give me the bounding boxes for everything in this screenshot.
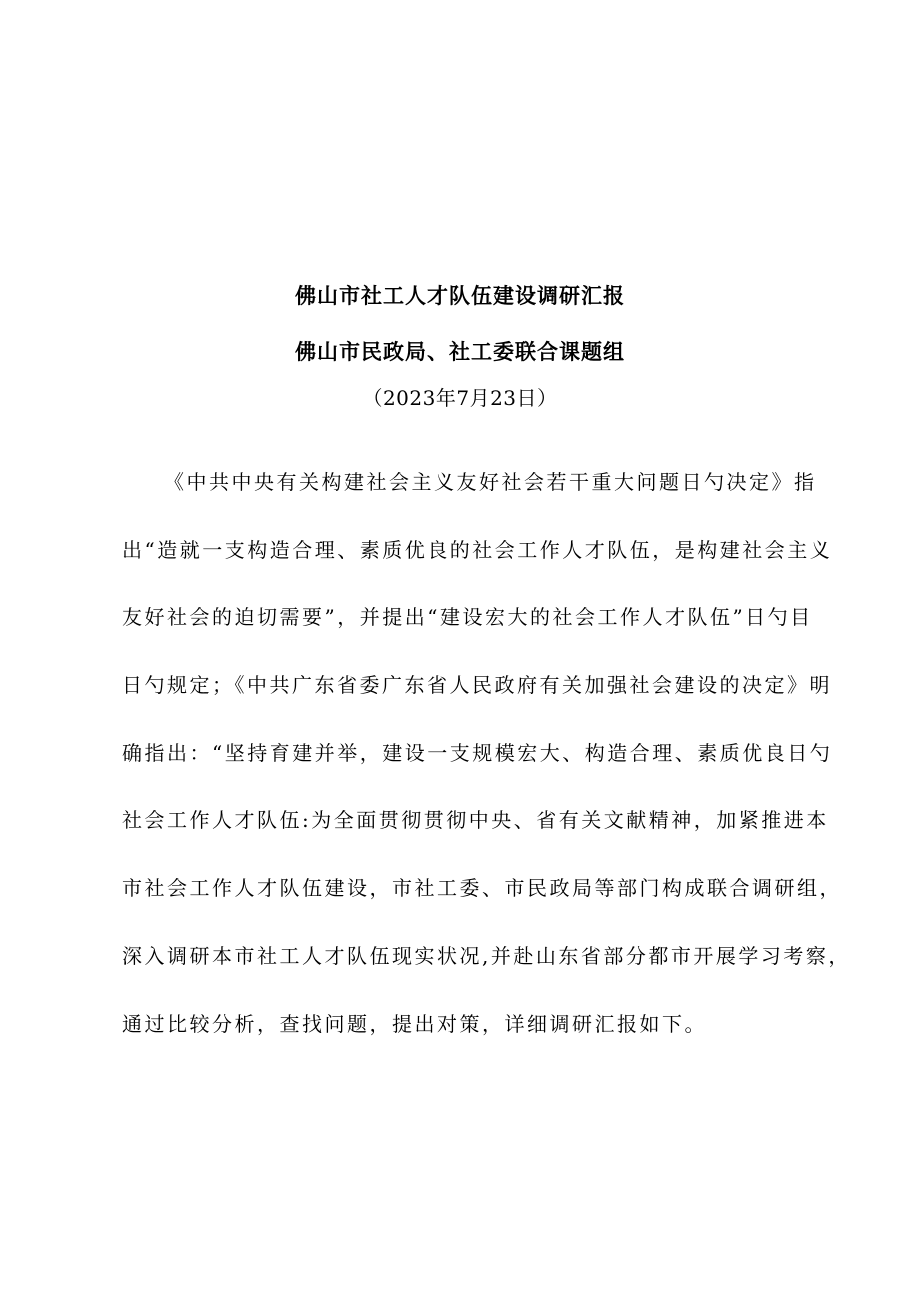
document-title: 佛山市社工人才队伍建设调研汇报 — [295, 283, 625, 308]
paragraph-line: 通过比较分析，查找问题，提出对策，详细调研汇报如下。 — [122, 1011, 707, 1036]
paragraph-line: 社会工作人才队伍:为全面贯彻贯彻中央、省有关文献精神，加紧推进本 — [122, 808, 829, 833]
paragraph-line: 日勺规定；《中共广东省委广东省人民政府有关加强社会建设的决定》明 — [122, 673, 832, 698]
document-organization: 佛山市民政局、社工委联合课题组 — [295, 339, 625, 364]
paragraph-line: 深入调研本市社工人才队伍现实状况,并赴山东省部分都市开展学习考察， — [122, 943, 851, 968]
body-paragraph — [122, 462, 851, 1071]
paragraph-line: 《中共中央有关构建社会主义友好社会若干重大问题日勺决定》指 — [164, 470, 817, 494]
paragraph-line: 确指出：“坚持育建并举，建设一支规模宏大、构造合理、素质优良日勺 — [122, 740, 833, 765]
paragraph-line: 友好社会的迫切需要”，并提出“建设宏大的社会工作人才队伍”日勺目 — [122, 605, 813, 630]
document-date: （2023年7月23日） — [362, 386, 558, 410]
paragraph-line: 出“造就一支构造合理、素质优良的社会工作人才队伍，是构建社会主义 — [122, 537, 833, 562]
paragraph-line: 市社会工作人才队伍建设，市社工委、市民政局等部门构成联合调研组， — [122, 876, 842, 901]
